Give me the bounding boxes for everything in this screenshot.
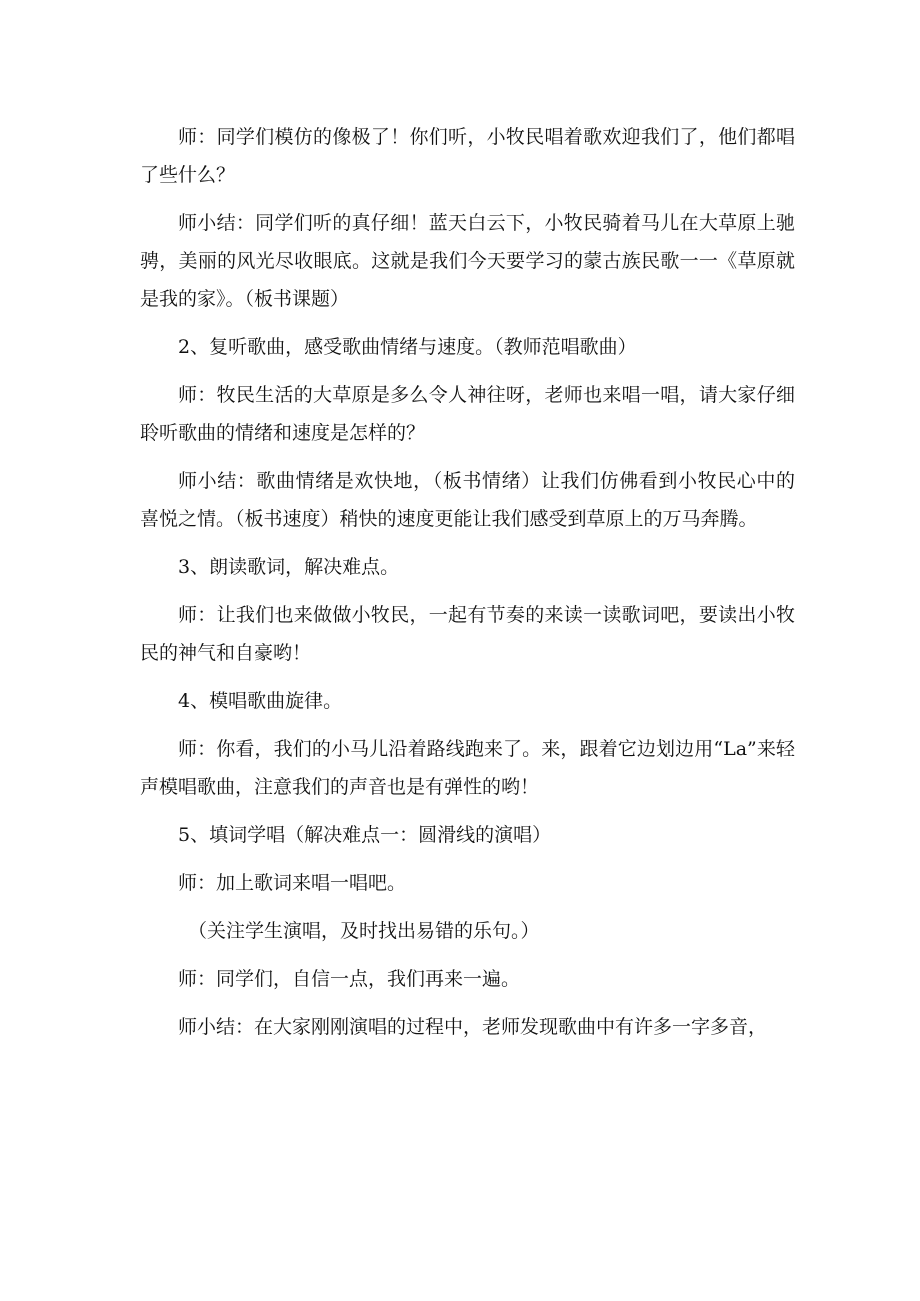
paragraph-note: （关注学生演唱，及时找出易错的乐句。） xyxy=(188,920,540,942)
paragraph-teacher-read: 师：让我们也来做做小牧民，一起有节奏的来读一读歌词吧，要读出小牧民的神气和自豪哟！ xyxy=(140,604,795,664)
paragraph-step-4: 4、模唱歌曲旋律。 xyxy=(178,690,343,712)
paragraph-teacher-again: 师：同学们，自信一点，我们再来一遍。 xyxy=(178,968,521,990)
paragraph-teacher-summary-2: 师小结：歌曲情绪是欢快地，（板书情绪）让我们仿佛看到小牧民心中的喜悦之情。（板书速度）稍快的速度更能让我们感受到草原上的万马奔腾。 xyxy=(140,470,795,530)
paragraph-teacher-summary-1: 师小结：同学们听的真仔细！蓝天白云下，小牧民骑着马儿在大草原上驰骋，美丽的风光尽收眼底。这就是我们今天要学习的蒙古族民歌一一《草原就是我的家》。（板书课题） xyxy=(140,212,795,310)
paragraph-teacher-sing: 师：加上歌词来唱一唱吧。 xyxy=(178,872,407,894)
document-body xyxy=(140,118,795,1056)
paragraph-step-3: 3、朗读歌词，解决难点。 xyxy=(178,556,400,578)
paragraph-teacher-listen: 师：牧民生活的大草原是多么令人神往呀，老师也来唱一唱，请大家仔细聆听歌曲的情绪和速度是怎样的？ xyxy=(140,384,795,444)
paragraph-step-2: 2、复听歌曲，感受歌曲情绪与速度。（教师范唱歌曲） xyxy=(178,336,637,358)
paragraph-teacher-hum: 师：你看，我们的小马儿沿着路线跑来了。来，跟着它边划边用“La”来轻声模唱歌曲，注意我们的声音也是有弹性的哟！ xyxy=(140,738,795,798)
paragraph-teacher-summary-3: 师小结：在大家刚刚演唱的过程中，老师发现歌曲中有许多一字多音， xyxy=(178,1016,768,1038)
paragraph-step-5: 5、填词学唱（解决难点一：圆滑线的演唱） xyxy=(178,824,552,846)
paragraph-teacher-question: 师：同学们模仿的像极了！你们听，小牧民唱着歌欢迎我们了，他们都唱了些什么？ xyxy=(140,126,795,186)
